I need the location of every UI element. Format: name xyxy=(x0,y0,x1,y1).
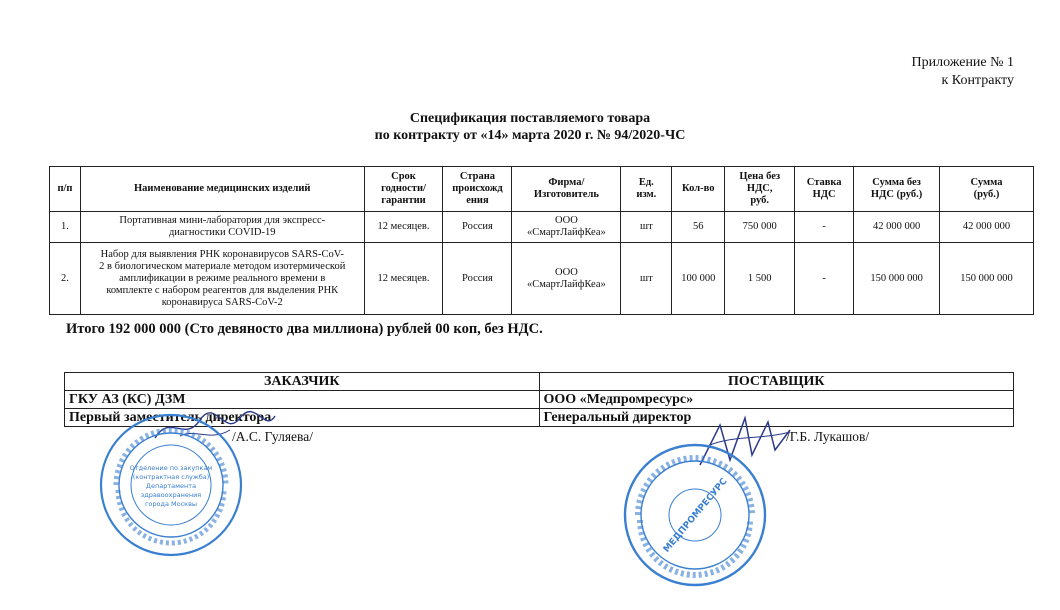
title-line-2: по контракту от «14» марта 2020 г. № 94/2020-ЧС xyxy=(374,128,686,143)
header-num: п/п xyxy=(50,167,81,212)
row-sum-novat: 42 000 000 xyxy=(854,212,940,243)
total-amount: Итого 192 000 000 (Сто девяносто два миллиона) рублей 00 коп, без НДС. xyxy=(66,321,543,337)
supplier-seal-text: МЕДПРОМРЕСУРС xyxy=(661,476,730,555)
customer-seal xyxy=(96,410,246,560)
row-country: Россия xyxy=(443,243,512,315)
specification-table xyxy=(49,166,1034,315)
header-country: Страна происхожд ения xyxy=(443,167,512,212)
organizations-row xyxy=(65,391,1014,409)
row-term: 12 месяцев. xyxy=(364,212,443,243)
row-qty: 56 xyxy=(672,212,725,243)
customer-role: Первый заместитель директора xyxy=(65,409,540,427)
appendix-line-2: к Контракту xyxy=(941,73,1014,88)
header-vat: Ставка НДС xyxy=(795,167,854,212)
row-unit: шт xyxy=(621,212,672,243)
svg-text:города Москвы: города Москвы xyxy=(144,500,198,508)
row-price: 1 500 xyxy=(725,243,795,315)
header-name: Наименование медицинских изделий xyxy=(80,167,364,212)
row-country: Россия xyxy=(443,212,512,243)
row-name: Набор для выявления РНК коронавирусов SARS-CoV- 2 в биологическом материале методом изотермической амплификации в режиме реального времени в комплекте с набором реагентов для выделения РНК коронавируса SARS-CoV-2 xyxy=(80,243,364,315)
row-vat: - xyxy=(795,243,854,315)
customer-signatory-name: /А.С. Гуляева/ xyxy=(232,429,313,444)
row-sum: 150 000 000 xyxy=(940,243,1034,315)
row-unit: шт xyxy=(621,243,672,315)
row-firm: ООО «СмартЛайфКеа» xyxy=(512,212,621,243)
header-sum: Сумма (руб.) xyxy=(940,167,1034,212)
customer-heading: ЗАКАЗЧИК xyxy=(65,373,540,391)
title-line-1: Спецификация поставляемого товара xyxy=(409,111,651,126)
customer-organization: ГКУ АЗ (КС) ДЗМ xyxy=(65,391,540,409)
header-term: Срок годности/ гарантии xyxy=(364,167,443,212)
svg-text:здравоохранения: здравоохранения xyxy=(140,491,202,499)
row-num: 1. xyxy=(50,212,81,243)
customer-seal-text xyxy=(130,464,213,508)
table-header-row xyxy=(50,167,1034,212)
supplier-role: Генеральный директор xyxy=(539,409,1014,427)
header-firm: Фирма/ Изготовитель xyxy=(512,167,621,212)
appendix-note xyxy=(912,54,1015,90)
row-name: Портативная мини-лаборатория для экспресс- диагностики COVID-19 xyxy=(80,212,364,243)
row-vat: - xyxy=(795,212,854,243)
parties-header-row xyxy=(65,373,1014,391)
supplier-heading: ПОСТАВЩИК xyxy=(539,373,1014,391)
table-row xyxy=(50,212,1034,243)
supplier-seal xyxy=(620,440,770,590)
appendix-line-1: Приложение № 1 xyxy=(911,55,1014,70)
header-qty: Кол-во xyxy=(672,167,725,212)
header-price: Цена без НДС, руб. xyxy=(725,167,795,212)
table-row xyxy=(50,243,1034,315)
row-firm: ООО «СмартЛайфКеа» xyxy=(512,243,621,315)
header-unit: Ед. изм. xyxy=(621,167,672,212)
row-num: 2. xyxy=(50,243,81,315)
row-term: 12 месяцев. xyxy=(364,243,443,315)
row-price: 750 000 xyxy=(725,212,795,243)
header-sum-novat: Сумма без НДС (руб.) xyxy=(854,167,940,212)
svg-text:(контрактная служба): (контрактная служба) xyxy=(132,473,210,481)
row-sum-novat: 150 000 000 xyxy=(854,243,940,315)
document-title xyxy=(0,110,1060,144)
supplier-signatory-name: /Г.Б. Лукашов/ xyxy=(786,429,870,444)
svg-text:Отделение по закупкам: Отделение по закупкам xyxy=(129,464,213,472)
row-qty: 100 000 xyxy=(672,243,725,315)
svg-text:Департамента: Департамента xyxy=(145,482,197,490)
supplier-organization: ООО «Медпромресурс» xyxy=(539,391,1014,409)
row-sum: 42 000 000 xyxy=(940,212,1034,243)
